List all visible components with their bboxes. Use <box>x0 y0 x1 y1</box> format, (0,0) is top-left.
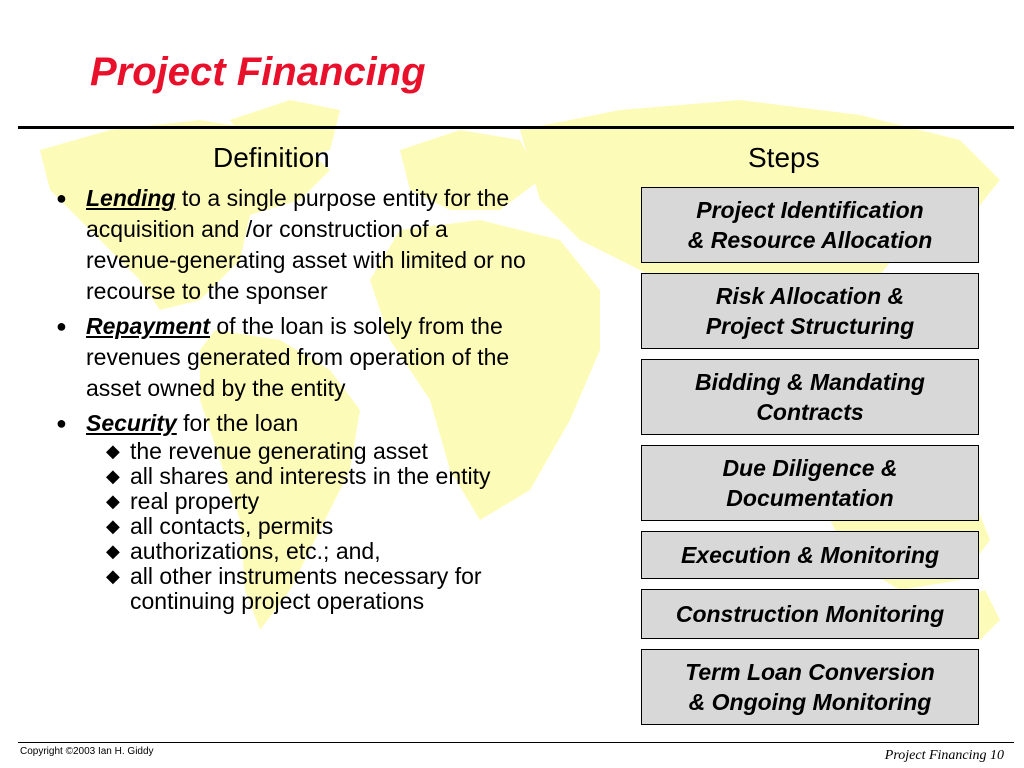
bullet-text: to a single purpose entity for the acquisition and /or construction of a revenue-generating asset with limited or no recourse to the sponser <box>86 185 526 304</box>
step-box: Risk Allocation & Project Structuring <box>641 273 979 349</box>
step-box: Term Loan Conversion & Ongoing Monitoring <box>641 649 979 725</box>
bullet-dot-icon: ● <box>56 413 67 433</box>
bullet-term: Security <box>86 410 177 436</box>
security-item: ◆ all shares and interests in the entity <box>106 463 491 489</box>
bullet-text: for the loan <box>176 410 299 436</box>
diamond-bullet-icon: ◆ <box>106 491 120 511</box>
diamond-bullet-icon: ◆ <box>106 516 120 536</box>
title-divider <box>18 126 1014 129</box>
security-item: ◆ real property <box>106 488 260 514</box>
security-item: ◆ all other instruments necessary for continuing project operations <box>106 563 482 614</box>
step-box: Due Diligence & Documentation <box>641 445 979 521</box>
copyright-text: Copyright ©2003 Ian H. Giddy <box>20 746 154 757</box>
slide-title: Project Financing <box>90 50 426 94</box>
security-item: ◆ all contacts, permits <box>106 513 334 539</box>
diamond-bullet-icon: ◆ <box>106 541 120 561</box>
bullet-dot-icon: ● <box>56 188 67 208</box>
security-sublist <box>52 439 532 614</box>
footer-page-label: Project Financing 10 <box>884 748 1004 763</box>
steps-heading: Steps <box>748 142 820 173</box>
step-box: Project Identification & Resource Allocation <box>641 187 979 263</box>
bullet-term: Lending <box>86 185 176 211</box>
bullet-repayment <box>52 311 532 404</box>
bullet-security <box>52 408 532 439</box>
step-box: Construction Monitoring <box>641 589 979 639</box>
diamond-bullet-icon: ◆ <box>106 566 120 586</box>
security-item: ◆ the revenue generating asset <box>106 438 428 464</box>
diamond-bullet-icon: ◆ <box>106 441 120 461</box>
step-box: Bidding & Mandating Contracts <box>641 359 979 435</box>
footer-divider <box>18 742 1014 743</box>
step-box: Execution & Monitoring <box>641 531 979 579</box>
bullet-dot-icon: ● <box>56 316 67 336</box>
bullet-lending <box>52 183 532 307</box>
bullet-text: of the loan is solely from the revenues generated from operation of the asset owned by the entity <box>86 313 510 401</box>
diamond-bullet-icon: ◆ <box>106 466 120 486</box>
definition-list <box>52 183 532 614</box>
definition-heading: Definition <box>213 142 330 173</box>
bullet-term: Repayment <box>86 313 210 339</box>
security-item: ◆ authorizations, etc.; and, <box>106 538 381 564</box>
